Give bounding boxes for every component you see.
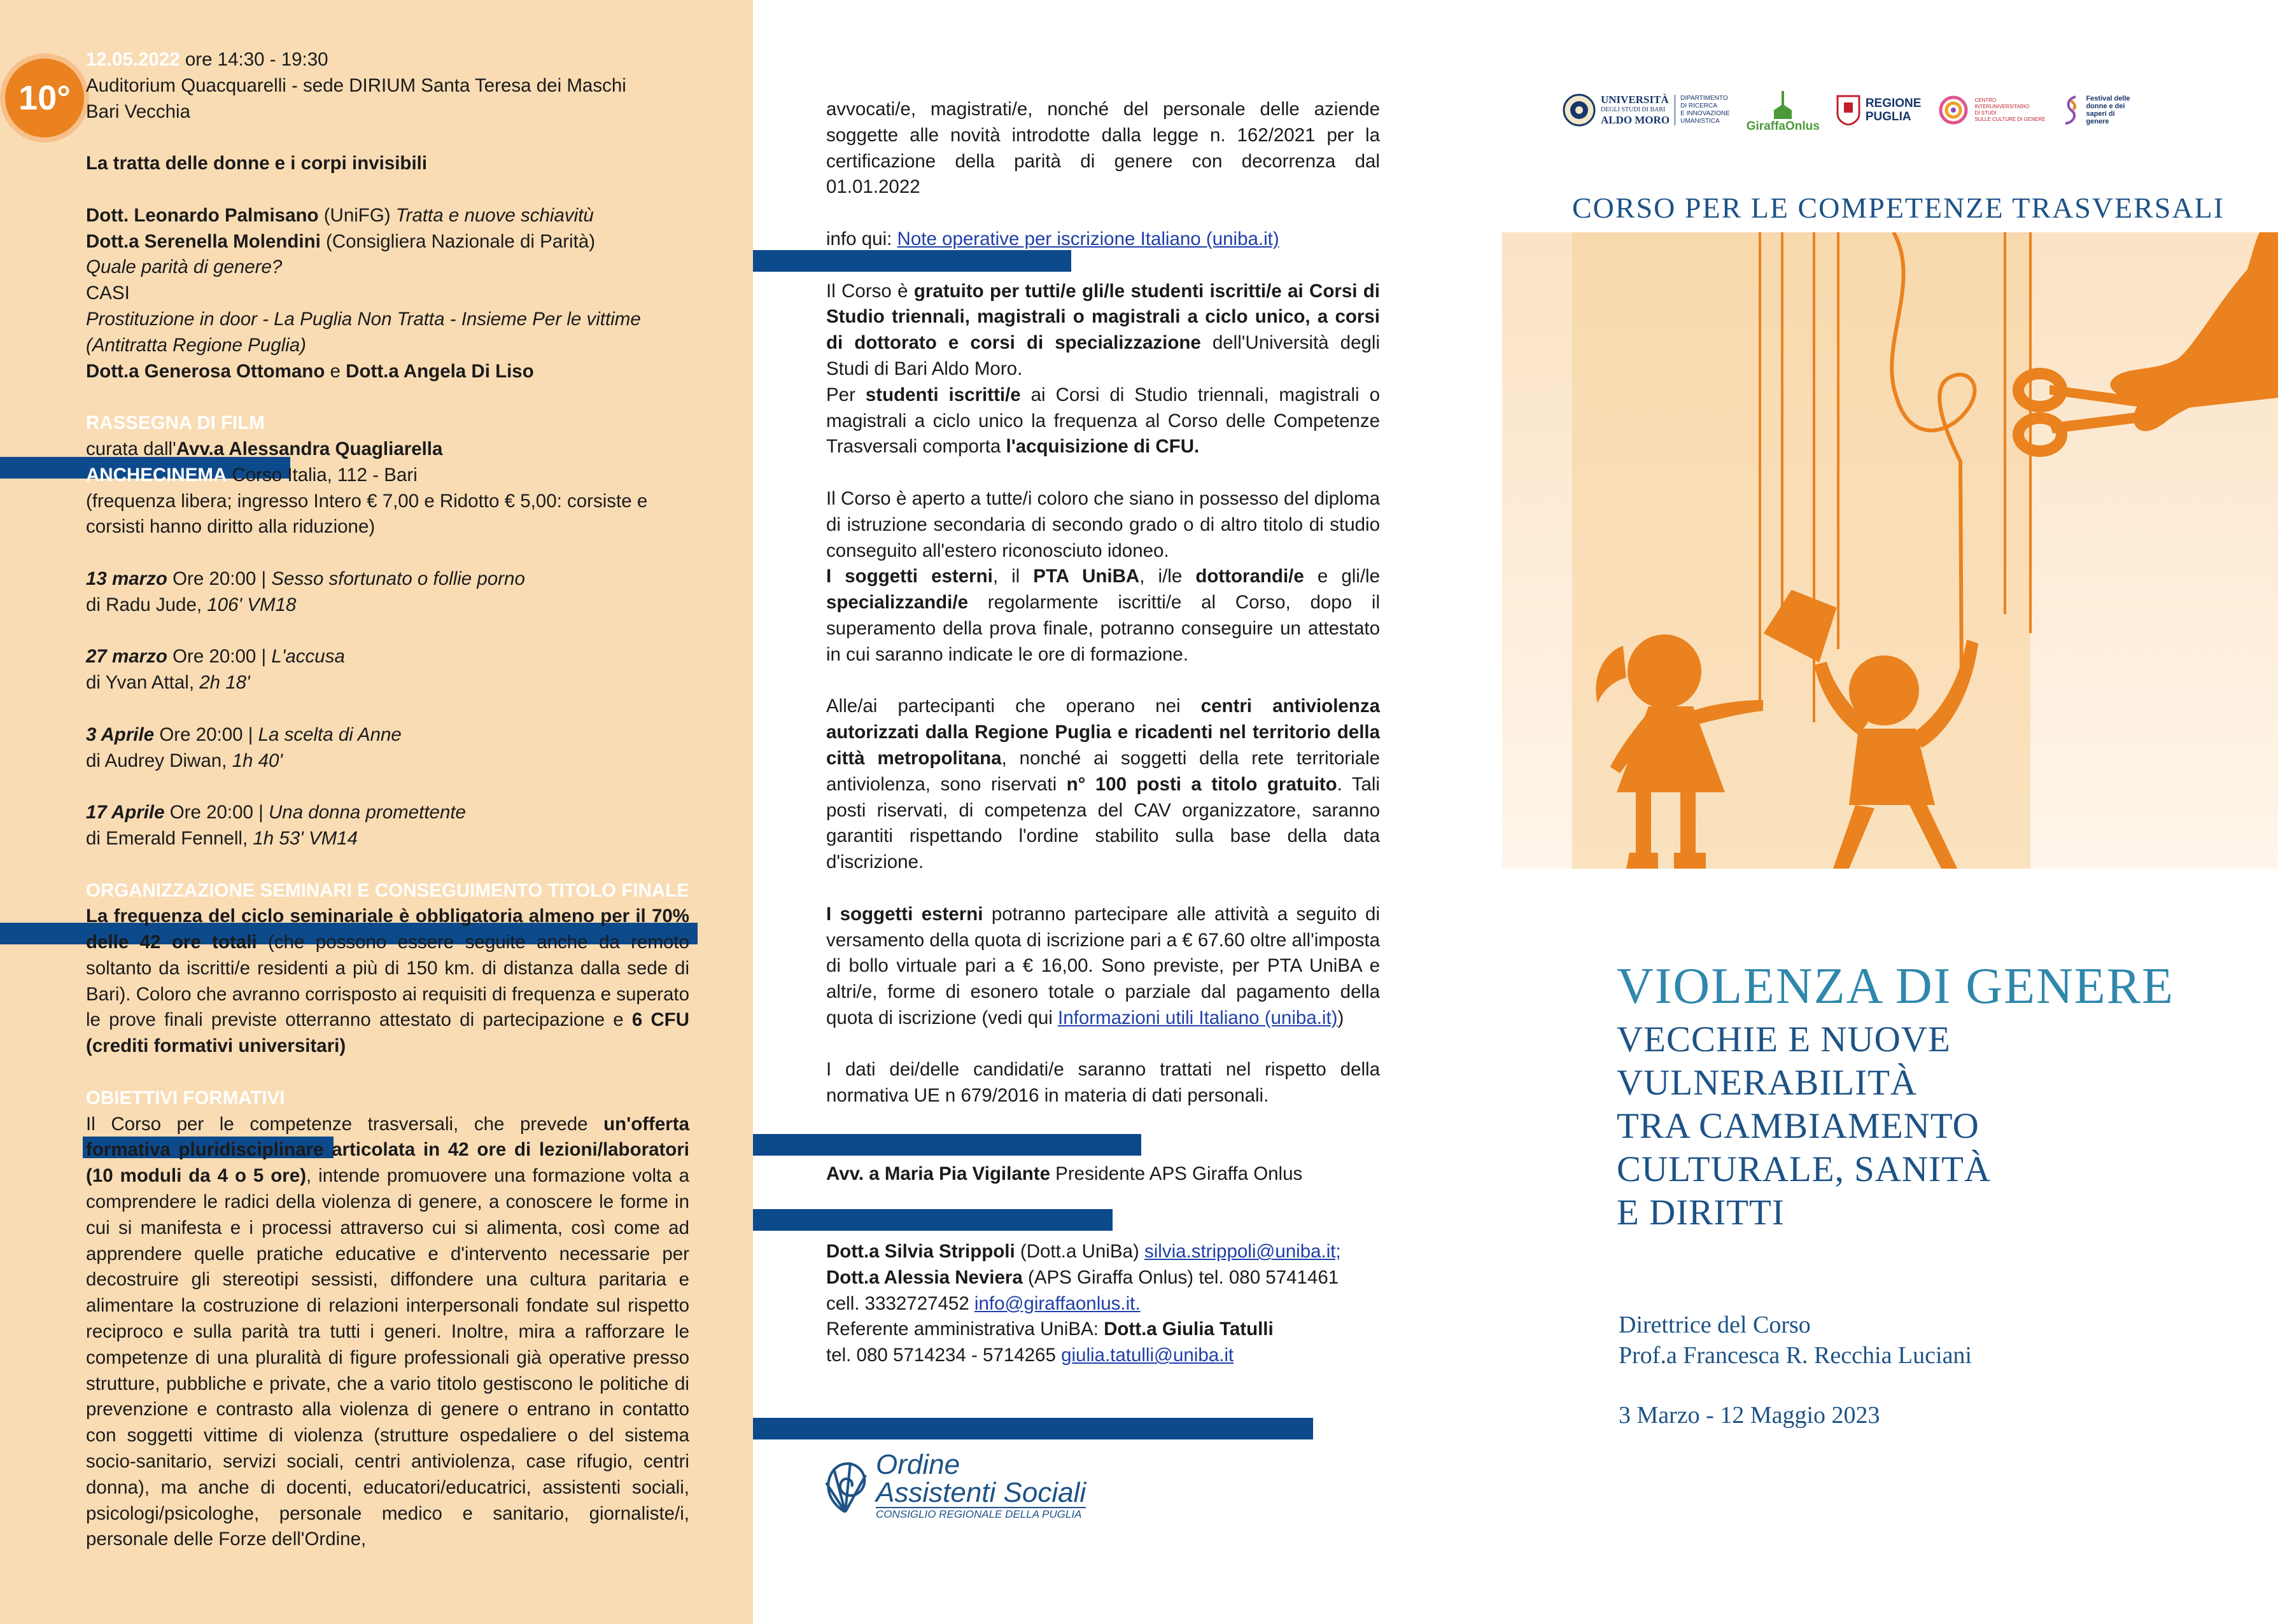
paragraph-privacy: I dati dei/delle candidati/e saranno trattati nel rispetto della normativa UE n 679/2016 in materia di dati personali. — [826, 1059, 1380, 1107]
middle-column — [826, 97, 1380, 1369]
event-place-2: Bari Vecchia — [86, 101, 190, 122]
email-link[interactable]: info@giraffaonlus.it. — [974, 1292, 1141, 1314]
cinema: ANCHECINEMA Corso Italia, 112 - Bari — [86, 464, 418, 486]
course-dates: 3 Marzo - 12 Maggio 2023 — [1619, 1402, 1880, 1429]
course-title: CORSO PER LE COMPETENZE TRASVERSALI — [1572, 192, 2225, 224]
festival-icon — [2062, 94, 2081, 126]
left-panel — [0, 0, 753, 1624]
centro-studi-genere-logo: CENTRO INTERUNIVERSITARIO DI STUDI SULLE CULTURE DI GENERE — [1937, 94, 2045, 126]
oas-line-2: Assistenti Sociali — [876, 1477, 1086, 1508]
paragraph-gratuito: Il Corso è gratuito per tutti/e gli/le studenti iscritti/e ai Corsi di Studio triennali, magistrali o magistrali a ciclo unico, a corsi di dottorato e corsi di specializzazione dell'Università degli Studi di Bari Aldo Moro. — [826, 280, 1380, 379]
middle-panel — [753, 0, 1502, 1624]
film-date-line: 27 marzo Ore 20:00 | L'accusa — [86, 646, 345, 668]
hero-illustration — [1502, 232, 2278, 869]
main-title: VIOLENZA DI GENERE — [1617, 958, 2174, 1014]
email-link[interactable]: giulia.tatulli@uniba.it — [1061, 1345, 1234, 1366]
film-director-line: di Radu Jude, 106' VM18 — [86, 594, 297, 615]
spiral-icon — [1937, 94, 1969, 126]
paragraph-requisiti: Il Corso è aperto a tutte/i coloro che siano in possesso del diploma di istruzione secondaria di secondo grado o di altro titolo di studio conseguito all'estero riconosciuto idoneo. — [826, 487, 1380, 561]
film-date-line: 3 Aprile Ore 20:00 | La scelta di Anne — [86, 724, 402, 745]
org-paragraph: La frequenza del ciclo seminariale è obbligatoria almeno per il 70% delle 42 ore totali (che possono essere seguite anche da remoto soltanto da iscritti/e residenti a più di 150 km. di distanza dalla sede di Bari). Coloro che avranno corrisposto ai requisiti di frequenza e superato le prove finali previste otterranno attestato di partecipazione e 6 CFU (crediti formativi universitari) — [86, 906, 689, 1057]
film-director-line: di Yvan Attal, 2h 18' — [86, 672, 250, 694]
event-place: Auditorium Quacquarelli - sede DIRIUM Santa Teresa dei Maschi — [86, 74, 626, 96]
casi-label: CASI — [86, 283, 130, 304]
event-date: 12.05.2022 — [86, 49, 180, 70]
edition-badge: 10° — [5, 59, 84, 137]
info-line: info qui: Note operative per iscrizione Italiano (uniba.it) — [826, 228, 1279, 249]
speaker-1: Dott. Leonardo Palmisano (UniFG) Tratta e nuove schiavitù — [86, 204, 594, 226]
email-link[interactable]: silvia.strippoli@uniba.it; — [1144, 1241, 1341, 1263]
subtitle-line: VECCHIE E NUOVE — [1617, 1019, 1951, 1060]
festival-logo: Festival delle donne e dei saperi di genere — [2062, 94, 2130, 126]
uniba-seal-icon — [1563, 94, 1596, 127]
film-date-line: 13 marzo Ore 20:00 | Sesso sfortunato o follie porno — [86, 568, 525, 589]
referent-line: Referente amministrativa UniBA: Dott.a Giulia Tatulli — [826, 1319, 1274, 1340]
film-director-line: di Audrey Diwan, 1h 40' — [86, 750, 283, 771]
uniba-logo: UNIVERSITÀ DEGLI STUDI DI BARI ALDO MORO DIPARTIMENTO DI RICERCA E INNOVAZIONE UMANISTICA — [1563, 94, 1730, 127]
informazioni-utili-link[interactable]: Informazioni utili Italiano (uniba.it) — [1058, 1007, 1338, 1028]
regione-shield-icon — [1836, 95, 1860, 125]
event-title: La tratta delle donne e i corpi invisibili — [86, 153, 428, 174]
subtitle-line: VULNERABILITÀ — [1617, 1063, 1918, 1103]
director-label: Direttrice del Corso — [1619, 1312, 1811, 1338]
speaker-2-topic: Quale parità di genere? — [86, 256, 283, 278]
shell-icon — [821, 1457, 869, 1515]
department-logo: DIPARTIMENTO DI RICERCA E INNOVAZIONE UMANISTICA — [1675, 95, 1730, 125]
curata: curata dall'Avv.a Alessandra Quagliarella — [86, 438, 443, 459]
subtitle-block — [1617, 1018, 1991, 1235]
note-operative-link[interactable]: Note operative per iscrizione Italiano (uniba.it) — [897, 228, 1279, 249]
subtitle-line: CULTURALE, SANITÀ — [1617, 1149, 1992, 1189]
paragraph-attestato: I soggetti esterni, il PTA UniBA, i/le dottorandi/e e gli/le specializzandi/e regolarmente iscritti/e al Corso, dopo il superamento della prova finale, potranno conseguire un attestato in cui saranno indicate le ore di formazione. — [826, 566, 1380, 665]
president-line: Avv. a Maria Pia Vigilante Presidente APS Giraffa Onlus — [826, 1163, 1303, 1184]
director-name: Prof.a Francesca R. Recchia Luciani — [1619, 1342, 1972, 1369]
film-director-line: di Emerald Fennell, 1h 53' VM14 — [86, 827, 358, 849]
contact-2-cell: cell. 3332727452 info@giraffaonlus.it. — [826, 1292, 1141, 1314]
left-column: 12.05.2022 ore 14:30 - 19:30 Auditorium Quacquarelli - sede DIRIUM Santa Teresa dei Maschi Bari Vecchia La tratta delle donne e i corpi invisibili Dott. Leonardo Palmisano (UniFG) Tratta e nuove schiavitù Dott.a Serenella Molendini (Consigliera Nazionale di Parità) Quale parità di genere? CASI Prostituzione in door - La Puglia Non Tratta - Insieme Per le vittime (Antitratta Regione Puglia) Dott.a Generosa Ottomano e Dott.a Angela Di Liso RASSEGNA DI FILM curata dall'Avv.a Alessandra Quagliarella ANCHECINEMA Corso Italia, 112 - Bari (frequenza libera; ingresso Intero € 7,00 e Ridotto € 5,00: corsiste e corsisti hanno diritto alla riduzione) 13 marzo Ore 20:00 | Sesso sfortunato o follie porno di Radu Jude, 106' VM18 27 marzo Ore 20:00 | L'accusa di Yvan Attal, 2h 18' 3 Aprile Ore 20:00 | La scelta di Anne di Audrey Diwan, 1h 40' 17 Aprile Ore 20:00 | Una donna promettente di Emerald Fennell, 1h 53' VM14 ORGANIZZAZIONE SEMINARI E CONSEGUIMENTO TITOLO FINALE La frequenza del ciclo seminariale è obbligatoria almeno per il 70% delle 42 ore totali (che possono essere seguite anche da remoto soltanto da iscritti/e residenti a più di 150 km. di distanza dalla sede di Bari). Coloro che avranno corrisposto ai requisiti di frequenza e superato le prove finali previste otterranno attestato di partecipazione e 6 CFU (crediti formativi universitari) OBIETTIVI FORMATIVI Il Corso per le competenze trasversali, che prevede un'offerta formativa pluridisciplinare articolata in 42 ore di lezioni/laboratori (10 moduli da 4 o 5 ore), intende promuovere una formazione volta a comprendere le radici della violenza di genere, a conoscere le forme in cui si manifesta e i processi attraverso cui si alimenta, così come ad apprendere quelle pratiche educative e d'intervento necessarie per decostruire gli stereotipi sessisti, diffondere una cultura paritaria e alimentare la costruzione di relazioni interpersonali fondate sul rispetto reciproco e sulla parità tra tutti i generi. Inoltre, mira a rafforzare le competenze di una pluralità di figure professionali già operative presso strutture, pubbliche e private, che a vario titolo gestiscono le politiche di prevenzione e contrasto alla violenza di genere o entrano in contatto con soggetti vittime di violenza (strutture ospedaliere o del sistema socio-sanitario, servizi sociali, centri antiviolenza, case rifugio, centri donna), ma anche di docenti, educatori/educatrici, assistenti sociali, psicologi/psicologhe, personale medico e sanitario, giornaliste/i, personale delle Forze dell'Ordine, — [86, 47, 689, 1553]
section-heading-obiettivi: OBIETTIVI FORMATIVI — [86, 1087, 285, 1109]
regione-puglia-logo: REGIONE PUGLIA — [1836, 95, 1922, 125]
oas-line-1: Ordine — [876, 1449, 960, 1480]
casi-topic: Prostituzione in door - La Puglia Non Tratta - Insieme Per le vittime — [86, 308, 641, 330]
director-block — [1619, 1310, 1972, 1371]
giraffa-logo: GiraffaOnlus — [1747, 88, 1820, 132]
giraffe-icon — [1770, 88, 1796, 120]
highlight-bar — [753, 1418, 1313, 1439]
referent-tel: tel. 080 5714234 - 5714265 giulia.tatulli@uniba.it — [826, 1345, 1234, 1366]
film-date-line: 17 Aprile Ore 20:00 | Una donna promettente — [86, 802, 466, 823]
casi-org: (Antitratta Regione Puglia) — [86, 334, 306, 356]
paragraph-quota: I soggetti esterni potranno partecipare alle attività a seguito di versamento della quota di iscrizione pari a € 67.60 oltre all'imposta di bollo virtuale pari a € 16,00. Sono previste, per PTA UniBA e altri/e, forme di esonero totale o parziale dal pagamento della quota di iscrizione (vedi qui Informazioni utili Italiano (uniba.it)) — [826, 903, 1381, 1028]
ordine-assistenti-sociali-logo — [821, 1451, 1086, 1521]
paragraph-cfu: Per studenti iscritti/e ai Corsi di Studio triennali, magistrali o magistrali a ciclo unico la frequenza al Corso delle Competenze Trasversali comporta l'acquisizione di CFU. — [826, 384, 1380, 458]
section-heading-organizzazione: ORGANIZZAZIONE SEMINARI E CONSEGUIMENTO TITOLO FINALE — [86, 879, 689, 901]
subtitle-line: E DIRITTI — [1617, 1193, 1785, 1233]
contact-1: Dott.a Silvia Strippoli (Dott.a UniBa) silvia.strippoli@uniba.it; — [826, 1241, 1341, 1263]
oas-line-3: CONSIGLIO REGIONALE DELLA PUGLIA — [876, 1507, 1086, 1521]
cinema-info: (frequenza libera; ingresso Intero € 7,00 e Ridotto € 5,00: corsiste e corsisti hanno diritto alla riduzione) — [86, 490, 648, 538]
section-heading-rassegna: RASSEGNA DI FILM — [86, 412, 265, 434]
subtitle-line: TRA CAMBIAMENTO — [1617, 1106, 1979, 1146]
obj-paragraph: Il Corso per le competenze trasversali, che prevede un'offerta formativa pluridisciplinare articolata in 42 ore di lezioni/laboratori (10 moduli da 4 o 5 ore), intende promuovere una formazione volta a comprendere le radici della violenza di genere, a conoscere le forme in cui si manifesta e i processi attraverso cui si alimenta, così come ad apprendere quelle pratiche educative e d'intervento necessarie per decostruire gli stereotipi sessisti, diffondere una cultura paritaria e alimentare la costruzione di relazioni interpersonali fondate sul rispetto reciproco e sulla parità tra tutti i generi. Inoltre, mira a rafforzare le competenze di una pluralità di figure professionali già operative presso strutture, pubbliche e private, che a vario titolo gestiscono le politiche di prevenzione e contrasto alla violenza di genere o entrano in contatto con soggetti vittime di violenza (strutture ospedaliere o del sistema socio-sanitario, servizi sociali, centri antiviolenza, case rifugio, centri donna), ma anche di docenti, educatori/educatrici, assistenti sociali, psicologi/psicologhe, personale medico e sanitario, giornaliste/i, personale delle Forze dell'Ordine, — [86, 1113, 690, 1550]
logo-row — [1563, 81, 2237, 139]
contact-2: Dott.a Alessia Neviera (APS Giraffa Onlus) tel. 080 5741461 — [826, 1266, 1339, 1288]
speaker-2: Dott.a Serenella Molendini (Consigliera Nazionale di Parità) — [86, 230, 596, 252]
paragraph-audience: avvocati/e, magistrati/e, nonché del personale delle aziende soggette alle novità introdotte dalla legge n. 162/2021 per la certificazione della parità di genere con decorrenza dal 01.01.2022 — [826, 99, 1380, 198]
paragraph-cav: Alle/ai partecipanti che operano nei centri antiviolenza autorizzati dalla Regione Puglia e ricadenti nel territorio della città metropolitana, nonché ai soggetti della rete territoriale antiviolenza, sono riservati n° 100 posti a titolo gratuito. Tali posti riservati, di competenza del CAV organizzatore, saranno garantiti rispettando l'ordine stabilito sulla base della data d'iscrizione. — [826, 696, 1381, 873]
casi-speakers: Dott.a Generosa Ottomano e Dott.a Angela Di Liso — [86, 360, 534, 382]
